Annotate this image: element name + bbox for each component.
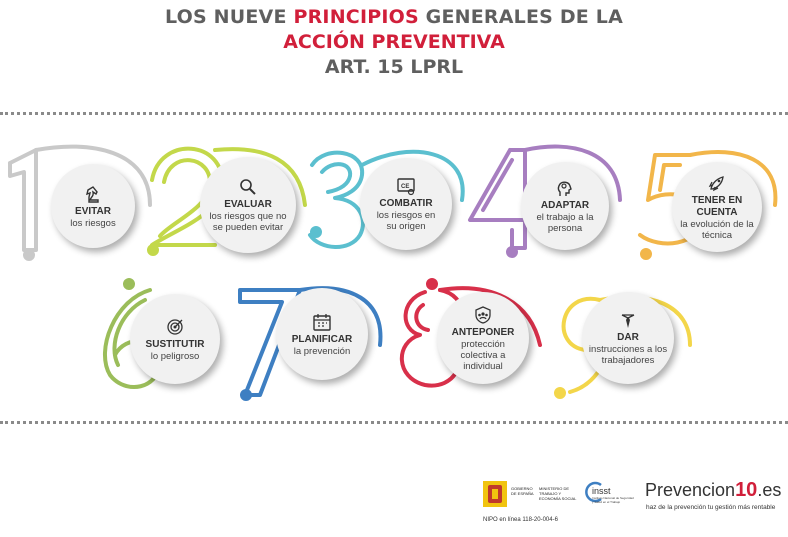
principle-card-1: [51, 164, 135, 248]
chess-knight-icon: [83, 184, 103, 204]
ce-certificate-icon: [396, 176, 416, 196]
principle-card-5: [672, 162, 762, 252]
principle-card-8: [437, 292, 529, 384]
magnifier-icon: [238, 177, 258, 197]
principle-card-4: [521, 162, 609, 250]
insst-wordmark: insst: [592, 486, 611, 496]
principle-card-3: [360, 158, 452, 250]
principle-text: el trabajo a la persona: [536, 212, 594, 234]
principle-heading: DAR: [617, 332, 639, 343]
brand-prefix: Prevencion: [645, 480, 736, 500]
title-text-c: GENERALES DE LA: [418, 6, 624, 28]
spain-coat-of-arms-icon: [483, 481, 507, 507]
person-tie-icon: [618, 310, 638, 330]
nipo-code: NIPO en línea 118-20-004-6: [483, 517, 558, 523]
principle-heading: EVALUAR: [224, 199, 272, 210]
government-logo: [483, 480, 579, 508]
principle-heading: SUSTITUTIR: [145, 338, 205, 350]
insst-subtitle: Instituto Nacional de Seguridad y Salud en el Trabajo: [592, 496, 634, 504]
head-gears-icon: [555, 178, 575, 198]
title-highlight: PRINCIPIOS: [293, 6, 419, 28]
gov-name: GOBIERNO DE ESPAÑA: [511, 486, 534, 496]
brand-suffix: .es: [757, 480, 782, 500]
ministry-name: MINISTERIO DE TRABAJO Y ECONOMÍA SOCIAL: [539, 486, 577, 501]
principle-text: la evolución de la técnica: [680, 219, 754, 241]
principle-card-9: [582, 292, 674, 384]
brand-tagline: haz de la prevención tu gestión más rentable: [646, 504, 776, 511]
principle-heading: TENER EN CUENTA: [691, 195, 743, 218]
group-shield-icon: [473, 305, 493, 325]
svg-text:CE: CE: [401, 184, 410, 190]
principle-text: lo peligroso: [150, 350, 200, 362]
principle-text: instrucciones a los trabajadores: [588, 344, 668, 366]
title-text-a: LOS NUEVE: [164, 6, 294, 28]
principle-text: protección colectiva a individual: [460, 338, 506, 372]
principle-card-6: [130, 294, 220, 384]
principle-heading: ADAPTAR: [540, 200, 590, 211]
brand-number: 10: [735, 479, 758, 501]
principle-heading: ANTEPONER: [451, 326, 515, 338]
insst-logo: [583, 478, 633, 508]
principle-card-7: [276, 288, 368, 380]
calendar-icon: [312, 312, 332, 332]
principle-heading: EVITAR: [75, 205, 111, 217]
target-icon: [165, 317, 185, 337]
principle-text: la prevención: [293, 345, 351, 357]
principle-text: los riesgos que no se pueden evitar: [209, 211, 287, 233]
principle-heading: PLANIFICAR: [291, 333, 353, 345]
principle-heading: COMBATIR: [379, 198, 433, 209]
title-line-3: ART. 15 LPRL: [324, 56, 464, 78]
rocket-icon: [707, 173, 727, 193]
title-line-2: ACCIÓN PREVENTIVA: [283, 31, 505, 53]
principle-text: los riesgos en su origen: [376, 210, 436, 232]
principle-text: los riesgos: [70, 217, 116, 229]
principle-card-2: [200, 157, 296, 253]
prevencion10-logo: [645, 479, 781, 502]
